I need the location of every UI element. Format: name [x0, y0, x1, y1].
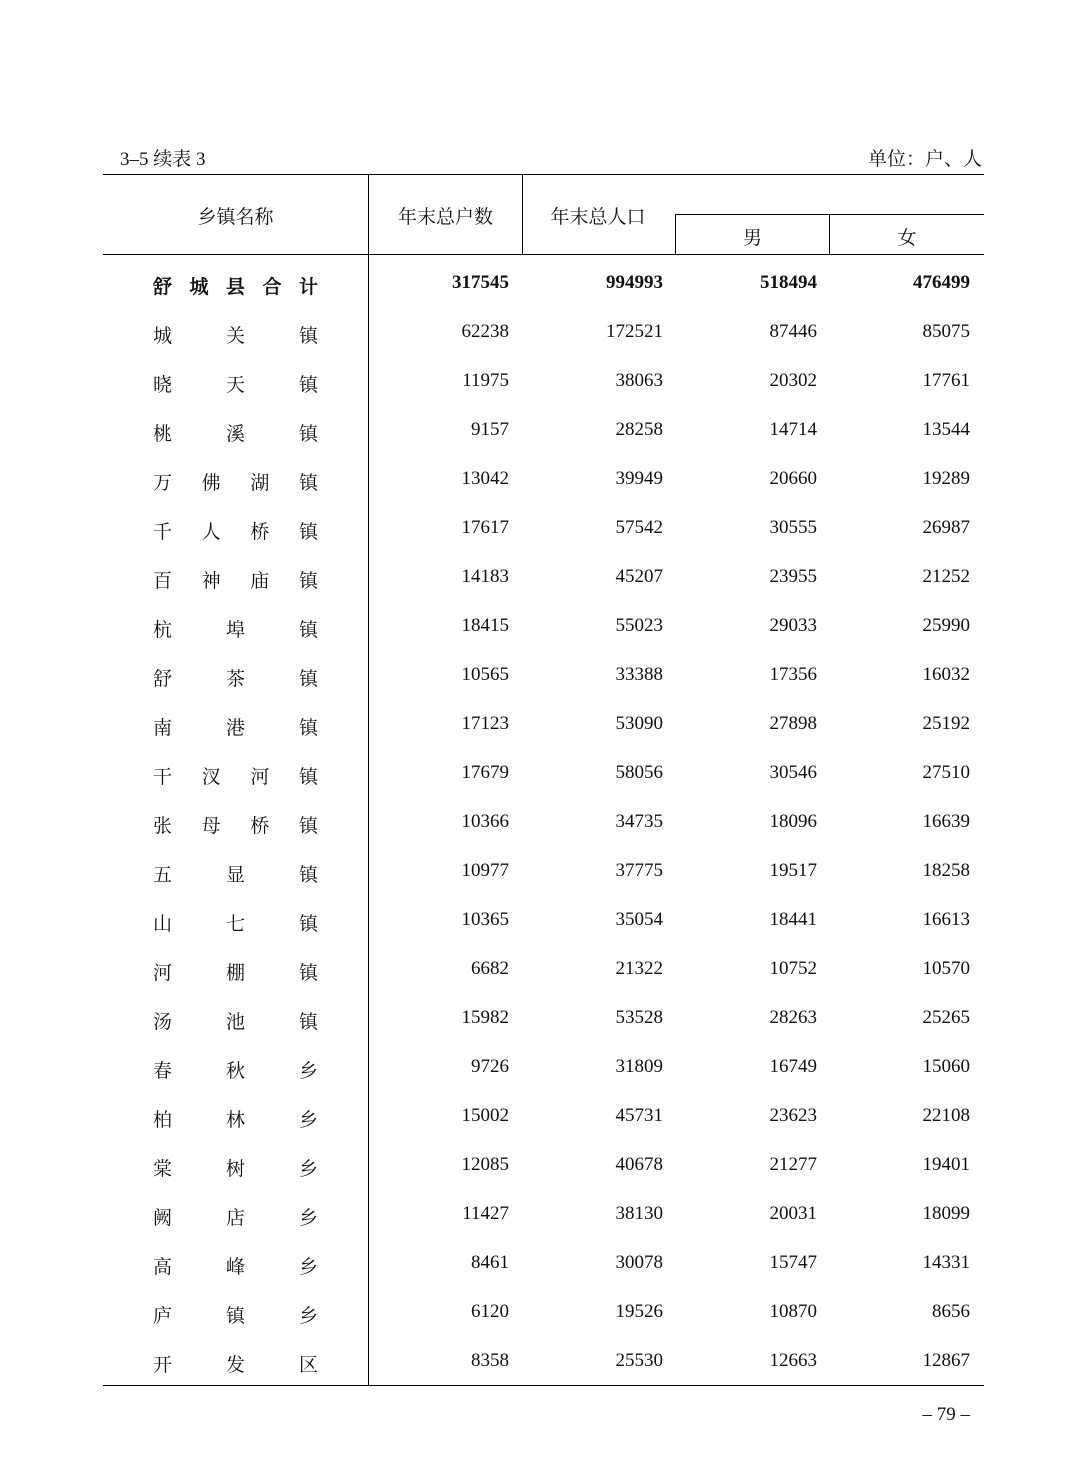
town-name-char: 镇	[225, 1306, 245, 1327]
male-cell: 20660	[769, 468, 817, 489]
households-cell: 10565	[461, 664, 509, 685]
town-name	[153, 1154, 318, 1181]
male-cell: 15747	[769, 1252, 817, 1273]
town-name	[153, 517, 318, 544]
population-cell: 28258	[615, 419, 663, 440]
population-cell: 37775	[615, 860, 663, 881]
town-name-char: 山	[153, 914, 173, 935]
population-cell: 53090	[615, 713, 663, 734]
population-cell: 57542	[615, 517, 663, 538]
town-name-char: 城	[153, 326, 173, 347]
table-row	[103, 1092, 984, 1141]
town-name-char: 店	[225, 1208, 245, 1229]
households-cell: 17679	[461, 762, 509, 783]
male-cell: 23955	[769, 566, 817, 587]
households-cell: 12085	[461, 1154, 509, 1175]
header-households: 年末总户数	[397, 207, 493, 228]
town-name-char: 汊	[201, 767, 221, 788]
table-row	[103, 259, 984, 308]
town-name	[153, 664, 318, 691]
town-name-char: 桥	[250, 816, 270, 837]
female-cell: 25192	[922, 713, 970, 734]
households-cell: 317545	[452, 272, 509, 293]
female-cell: 22108	[922, 1105, 970, 1126]
town-name-char: 关	[225, 326, 245, 347]
female-cell: 15060	[922, 1056, 970, 1077]
town-name-char: 舒	[153, 669, 173, 690]
town-name-char: 神	[201, 571, 221, 592]
table-row	[103, 357, 984, 406]
households-cell: 15982	[461, 1007, 509, 1028]
male-cell: 10752	[769, 958, 817, 979]
population-cell: 19526	[615, 1301, 663, 1322]
town-name-char: 舒	[153, 277, 173, 298]
town-name-char: 计	[298, 277, 318, 298]
population-cell: 55023	[615, 615, 663, 636]
table-caption: 3–5 续表 3	[120, 149, 206, 170]
town-name-char: 合	[262, 277, 282, 298]
table-row	[103, 896, 984, 945]
town-name-char: 县	[225, 277, 245, 298]
town-name	[153, 762, 318, 789]
town-name-char: 桥	[250, 522, 270, 543]
table-row	[103, 994, 984, 1043]
town-name	[153, 1350, 318, 1377]
population-cell: 45731	[615, 1105, 663, 1126]
table-row	[103, 1190, 984, 1239]
female-cell: 27510	[922, 762, 970, 783]
unit-label: 单位：户、人	[867, 149, 982, 170]
town-name-char: 镇	[298, 816, 318, 837]
households-cell: 10366	[461, 811, 509, 832]
population-cell: 21322	[615, 958, 663, 979]
male-cell: 20302	[769, 370, 817, 391]
town-name-char: 溪	[225, 424, 245, 445]
town-name-char: 桃	[153, 424, 173, 445]
households-cell: 8461	[471, 1252, 509, 1273]
table-row	[103, 406, 984, 455]
female-cell: 10570	[922, 958, 970, 979]
town-name-char: 乡	[298, 1061, 318, 1082]
female-cell: 25265	[922, 1007, 970, 1028]
population-cell: 35054	[615, 909, 663, 930]
female-cell: 26987	[922, 517, 970, 538]
households-cell: 14183	[461, 566, 509, 587]
town-name	[153, 272, 318, 299]
table-row	[103, 749, 984, 798]
female-cell: 18099	[922, 1203, 970, 1224]
town-name-char: 千	[153, 522, 173, 543]
table-row	[103, 1239, 984, 1288]
town-name-char: 港	[225, 718, 245, 739]
female-cell: 8656	[932, 1301, 970, 1322]
town-name-char: 南	[153, 718, 173, 739]
female-cell: 16613	[922, 909, 970, 930]
female-cell: 16032	[922, 664, 970, 685]
town-name-char: 高	[153, 1257, 173, 1278]
households-cell: 15002	[461, 1105, 509, 1126]
town-name-char: 峰	[225, 1257, 245, 1278]
header-name: 乡镇名称	[197, 207, 274, 228]
households-cell: 18415	[461, 615, 509, 636]
population-cell: 30078	[615, 1252, 663, 1273]
town-name	[153, 1252, 318, 1279]
male-cell: 29033	[769, 615, 817, 636]
households-cell: 11427	[462, 1203, 509, 1224]
town-name	[153, 321, 318, 348]
male-cell: 18096	[769, 811, 817, 832]
population-cell: 31809	[615, 1056, 663, 1077]
town-name-char: 镇	[298, 522, 318, 543]
town-name	[153, 909, 318, 936]
header-population: 年末总人口	[550, 207, 646, 228]
households-cell: 11975	[462, 370, 509, 391]
town-name-char: 河	[250, 767, 270, 788]
subheader-rule	[675, 214, 984, 215]
female-cell: 19289	[922, 468, 970, 489]
table-row	[103, 602, 984, 651]
town-name-char: 百	[153, 571, 173, 592]
town-name-char: 佛	[201, 473, 221, 494]
table-top-rule	[103, 174, 984, 175]
table-row	[103, 700, 984, 749]
male-cell: 23623	[769, 1105, 817, 1126]
male-cell: 30546	[769, 762, 817, 783]
town-name	[153, 1105, 318, 1132]
population-cell: 172521	[606, 321, 663, 342]
town-name-char: 镇	[298, 620, 318, 641]
town-name	[153, 566, 318, 593]
female-cell: 12867	[922, 1350, 970, 1371]
town-name-char: 镇	[298, 767, 318, 788]
table-row	[103, 1043, 984, 1092]
households-cell: 13042	[461, 468, 509, 489]
town-name-char: 棠	[153, 1159, 173, 1180]
female-cell: 476499	[913, 272, 970, 293]
town-name-char: 张	[153, 816, 173, 837]
table-row	[103, 847, 984, 896]
town-name-char: 镇	[298, 865, 318, 886]
town-name-char: 镇	[298, 1012, 318, 1033]
households-cell: 17617	[461, 517, 509, 538]
male-cell: 18441	[769, 909, 817, 930]
female-cell: 21252	[922, 566, 970, 587]
town-name-char: 开	[153, 1355, 173, 1376]
female-cell: 85075	[922, 321, 970, 342]
male-cell: 21277	[769, 1154, 817, 1175]
town-name-char: 秋	[225, 1061, 245, 1082]
town-name-char: 镇	[298, 669, 318, 690]
town-name-char: 阙	[153, 1208, 173, 1229]
female-cell: 18258	[922, 860, 970, 881]
town-name	[153, 713, 318, 740]
town-name-char: 池	[225, 1012, 245, 1033]
households-cell: 10977	[461, 860, 509, 881]
town-name-char: 万	[153, 473, 173, 494]
town-name-char: 庐	[153, 1306, 173, 1327]
male-cell: 27898	[769, 713, 817, 734]
male-cell: 14714	[769, 419, 817, 440]
town-name	[153, 370, 318, 397]
town-name-char: 汤	[153, 1012, 173, 1033]
town-name	[153, 860, 318, 887]
town-name	[153, 419, 318, 446]
town-name-char: 乡	[298, 1208, 318, 1229]
male-cell: 16749	[769, 1056, 817, 1077]
town-name	[153, 468, 318, 495]
households-cell: 8358	[471, 1350, 509, 1371]
town-name-char: 镇	[298, 473, 318, 494]
town-name-char: 湖	[250, 473, 270, 494]
population-cell: 40678	[615, 1154, 663, 1175]
town-name-char: 七	[225, 914, 245, 935]
female-cell: 13544	[922, 419, 970, 440]
table-row	[103, 798, 984, 847]
male-cell: 10870	[769, 1301, 817, 1322]
table-row	[103, 945, 984, 994]
male-cell: 19517	[769, 860, 817, 881]
population-cell: 38063	[615, 370, 663, 391]
male-cell: 30555	[769, 517, 817, 538]
town-name-char: 埠	[225, 620, 245, 641]
town-name-char: 杭	[153, 620, 173, 641]
female-cell: 17761	[922, 370, 970, 391]
town-name-char: 棚	[225, 963, 245, 984]
town-name-char: 春	[153, 1061, 173, 1082]
table-row	[103, 553, 984, 602]
town-name-char: 茶	[225, 669, 245, 690]
population-cell: 994993	[606, 272, 663, 293]
households-cell: 17123	[461, 713, 509, 734]
town-name	[153, 958, 318, 985]
households-cell: 6120	[471, 1301, 509, 1322]
female-cell: 25990	[922, 615, 970, 636]
town-name	[153, 1301, 318, 1328]
table-row	[103, 504, 984, 553]
town-name	[153, 1056, 318, 1083]
town-name-char: 河	[153, 963, 173, 984]
female-cell: 16639	[922, 811, 970, 832]
population-cell: 58056	[615, 762, 663, 783]
population-cell: 39949	[615, 468, 663, 489]
town-name-char: 镇	[298, 571, 318, 592]
town-name-char: 镇	[298, 326, 318, 347]
male-cell: 12663	[769, 1350, 817, 1371]
town-name-char: 镇	[298, 375, 318, 396]
town-name-char: 乡	[298, 1159, 318, 1180]
population-cell: 33388	[615, 664, 663, 685]
table-row	[103, 651, 984, 700]
town-name-char: 树	[225, 1159, 245, 1180]
town-name-char: 五	[153, 865, 173, 886]
male-cell: 17356	[769, 664, 817, 685]
households-cell: 9157	[471, 419, 509, 440]
population-cell: 38130	[615, 1203, 663, 1224]
town-name-char: 天	[225, 375, 245, 396]
header-male: 男	[742, 228, 762, 249]
town-name-char: 镇	[298, 424, 318, 445]
town-name-char: 镇	[298, 914, 318, 935]
town-name-char: 林	[225, 1110, 245, 1131]
male-cell: 518494	[760, 272, 817, 293]
population-table	[103, 174, 984, 1387]
male-cell: 28263	[769, 1007, 817, 1028]
town-name-char: 镇	[298, 963, 318, 984]
table-row	[103, 455, 984, 504]
population-cell: 34735	[615, 811, 663, 832]
town-name	[153, 1203, 318, 1230]
table-row	[103, 1141, 984, 1190]
female-cell: 19401	[922, 1154, 970, 1175]
header-female: 女	[897, 228, 917, 249]
town-name-char: 镇	[298, 718, 318, 739]
table-row	[103, 1288, 984, 1337]
table-body	[103, 259, 984, 1386]
households-cell: 9726	[471, 1056, 509, 1077]
town-name	[153, 1007, 318, 1034]
town-name-char: 发	[225, 1355, 245, 1376]
table-row	[103, 308, 984, 357]
town-name-char: 母	[201, 816, 221, 837]
population-cell: 45207	[615, 566, 663, 587]
town-name-char: 显	[225, 865, 245, 886]
header-bottom-rule	[103, 254, 984, 255]
town-name-char: 乡	[298, 1257, 318, 1278]
town-name-char: 人	[201, 522, 221, 543]
town-name-char: 晓	[153, 375, 173, 396]
male-cell: 87446	[769, 321, 817, 342]
households-cell: 6682	[471, 958, 509, 979]
town-name-char: 乡	[298, 1306, 318, 1327]
town-name	[153, 811, 318, 838]
female-cell: 14331	[922, 1252, 970, 1273]
town-name-char: 庙	[250, 571, 270, 592]
page-number: – 79 –	[922, 1404, 970, 1425]
town-name-char: 干	[153, 767, 173, 788]
table-row	[103, 1337, 984, 1386]
male-cell: 20031	[769, 1203, 817, 1224]
town-name	[153, 615, 318, 642]
town-name-char: 乡	[298, 1110, 318, 1131]
town-name-char: 柏	[153, 1110, 173, 1131]
town-name-char: 区	[298, 1355, 318, 1376]
town-name-char: 城	[189, 277, 209, 298]
population-cell: 25530	[615, 1350, 663, 1371]
households-cell: 62238	[461, 321, 509, 342]
households-cell: 10365	[461, 909, 509, 930]
population-cell: 53528	[615, 1007, 663, 1028]
